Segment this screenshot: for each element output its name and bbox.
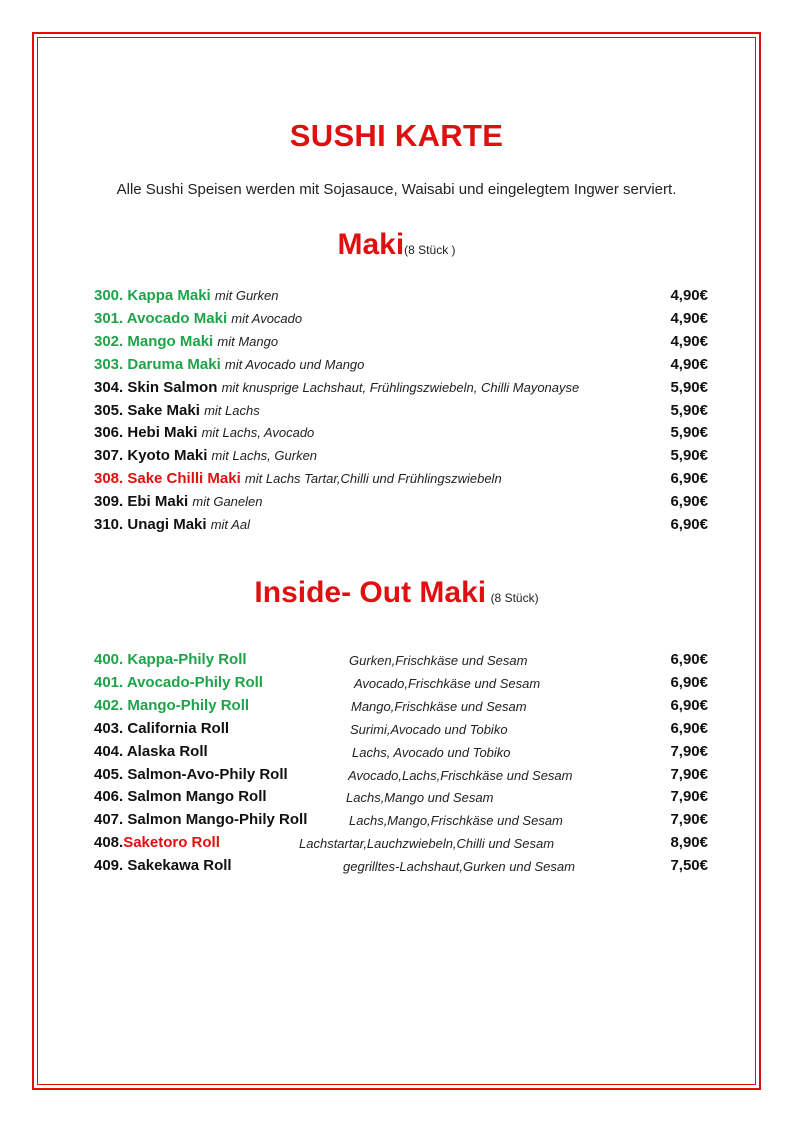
- inside-out-item: [94, 720, 714, 742]
- item-price: 6,90€: [670, 673, 708, 691]
- item-number: 400.: [94, 651, 128, 668]
- item-name: [94, 743, 208, 760]
- item-price: 7,90€: [670, 765, 708, 783]
- item-description: mit Lachs: [204, 402, 260, 418]
- item-price: 6,90€: [670, 719, 708, 737]
- maki-item: [94, 356, 714, 378]
- item-description: mit Avocado und Mango: [224, 356, 365, 372]
- item-price: 7,90€: [670, 788, 708, 806]
- item-name: [94, 788, 267, 805]
- item-name: 308. Sake Chilli Maki: [94, 470, 241, 488]
- item-name: 301. Avocado Maki: [94, 309, 228, 327]
- item-price: 6,90€: [670, 493, 708, 511]
- item-price: 5,90€: [670, 447, 708, 465]
- item-description: gegrilltes-Lachshaut,Gurken und Sesam: [343, 859, 575, 875]
- item-name: 300. Kappa Maki: [94, 287, 211, 304]
- maki-title: Maki: [337, 228, 405, 261]
- item-description: Lachs,Mango und Sesam: [346, 790, 494, 806]
- item-name: [94, 674, 263, 691]
- page-title: SUSHI KARTE: [289, 118, 504, 153]
- item-description: mit Gurken: [214, 288, 279, 303]
- item-price: 4,90€: [670, 332, 708, 350]
- item-price: 4,90€: [670, 287, 708, 304]
- item-price: 5,90€: [670, 378, 708, 396]
- item-name: 305. Sake Maki: [94, 401, 200, 419]
- item-name: [94, 720, 229, 737]
- item-name: [94, 697, 249, 714]
- item-description: mit Ganelen: [192, 494, 263, 510]
- item-title: Salmon Mango-Phily Roll: [127, 811, 308, 829]
- item-title: California Roll: [127, 719, 230, 737]
- maki-item: [94, 333, 714, 355]
- item-price: 8,90€: [670, 834, 708, 852]
- item-price: 6,90€: [670, 651, 708, 668]
- inside-out-heading: [0, 576, 793, 610]
- item-description: Surimi,Avocado und Tobiko: [350, 721, 508, 737]
- item-title: Alaska Roll: [126, 742, 208, 760]
- item-name: 307. Kyoto Maki: [94, 447, 208, 465]
- item-number: 402.: [94, 696, 128, 714]
- inside-out-item: [94, 674, 714, 696]
- item-number: 407.: [94, 811, 128, 829]
- item-description: mit Avocado: [231, 310, 303, 326]
- item-description: Gurken,Frischkäse und Sesam: [349, 653, 528, 668]
- item-price: 5,90€: [670, 401, 708, 419]
- item-price: 6,90€: [670, 696, 708, 714]
- inside-out-item: [94, 788, 714, 810]
- inside-out-item: [94, 743, 714, 765]
- item-name: 309. Ebi Maki: [94, 493, 189, 511]
- maki-count: (8 Stück ): [404, 243, 456, 257]
- item-name: [94, 766, 288, 783]
- intro-text: Alle Sushi Speisen werden mit Sojasauce, Waisabi und eingelegtem Ingwer serviert.: [116, 181, 677, 198]
- item-description: Lachstartar,Lauchzwiebeln,Chilli und Sesam: [299, 836, 555, 852]
- maki-item: [94, 493, 714, 515]
- inside-out-item: [94, 766, 714, 788]
- inside-out-item: [94, 857, 714, 879]
- item-title: Avocado-Phily Roll: [126, 673, 263, 691]
- item-price: 7,90€: [670, 811, 708, 829]
- item-number: 406.: [94, 788, 128, 806]
- item-name: 302. Mango Maki: [94, 332, 214, 350]
- item-price: 7,50€: [670, 857, 708, 875]
- item-price: 5,90€: [670, 424, 708, 442]
- inside-out-count: (8 Stück): [490, 591, 539, 605]
- item-number: 405.: [94, 765, 128, 783]
- maki-item: [94, 516, 714, 538]
- item-number: 409.: [94, 857, 128, 875]
- item-description: mit knusprige Lachshaut, Frühlingszwiebeln, Chilli Mayonayse: [221, 379, 580, 395]
- item-title: Salmon Mango Roll: [127, 788, 267, 806]
- item-name: 303. Daruma Maki: [94, 355, 221, 373]
- maki-item: [94, 379, 714, 401]
- item-number: 408.: [94, 834, 124, 852]
- item-title: Saketoro Roll: [123, 834, 220, 852]
- item-name: [94, 651, 247, 668]
- item-number: 401.: [94, 673, 127, 691]
- item-title: Sakekawa Roll: [127, 857, 232, 875]
- inside-out-title: Inside- Out Maki: [254, 576, 487, 609]
- item-name: 306. Hebi Maki: [94, 424, 198, 442]
- item-number: 404.: [94, 742, 127, 760]
- item-name: 310. Unagi Maki: [94, 516, 207, 533]
- maki-item: [94, 424, 714, 446]
- item-price: 7,90€: [670, 742, 708, 760]
- item-description: Avocado,Frischkäse und Sesam: [354, 675, 541, 691]
- item-description: Avocado,Lachs,Frischkäse und Sesam: [348, 767, 573, 783]
- item-price: 4,90€: [670, 309, 708, 327]
- item-price: 6,90€: [670, 516, 708, 533]
- item-description: mit Lachs, Avocado: [201, 425, 315, 441]
- item-name: 304. Skin Salmon: [94, 378, 218, 396]
- inside-out-item: [94, 834, 714, 856]
- item-number: 403.: [94, 719, 128, 737]
- item-description: Mango,Frischkäse und Sesam: [351, 698, 527, 714]
- item-description: mit Lachs, Gurken: [211, 448, 318, 464]
- item-name: [94, 811, 307, 828]
- item-name: [94, 857, 232, 874]
- item-title: Mango-Phily Roll: [127, 696, 250, 714]
- item-description: mit Mango: [217, 333, 279, 349]
- maki-item: [94, 470, 714, 492]
- item-title: Kappa-Phily Roll: [127, 651, 247, 668]
- maki-item: [94, 447, 714, 469]
- item-description: mit Aal: [210, 517, 250, 532]
- maki-item: [94, 402, 714, 424]
- item-name: [94, 834, 220, 851]
- inside-out-item: [94, 651, 714, 673]
- item-price: 4,90€: [670, 355, 708, 373]
- item-title: Salmon-Avo-Phily Roll: [127, 765, 288, 783]
- maki-item: [94, 287, 714, 309]
- maki-heading: [0, 228, 793, 262]
- inside-out-item: [94, 811, 714, 833]
- maki-item: [94, 310, 714, 332]
- item-description: Lachs, Avocado und Tobiko: [352, 744, 511, 760]
- inside-out-item: [94, 697, 714, 719]
- item-price: 6,90€: [670, 470, 708, 488]
- item-description: mit Lachs Tartar,Chilli und Frühlingszwiebeln: [244, 471, 502, 487]
- item-description: Lachs,Mango,Frischkäse und Sesam: [349, 813, 563, 829]
